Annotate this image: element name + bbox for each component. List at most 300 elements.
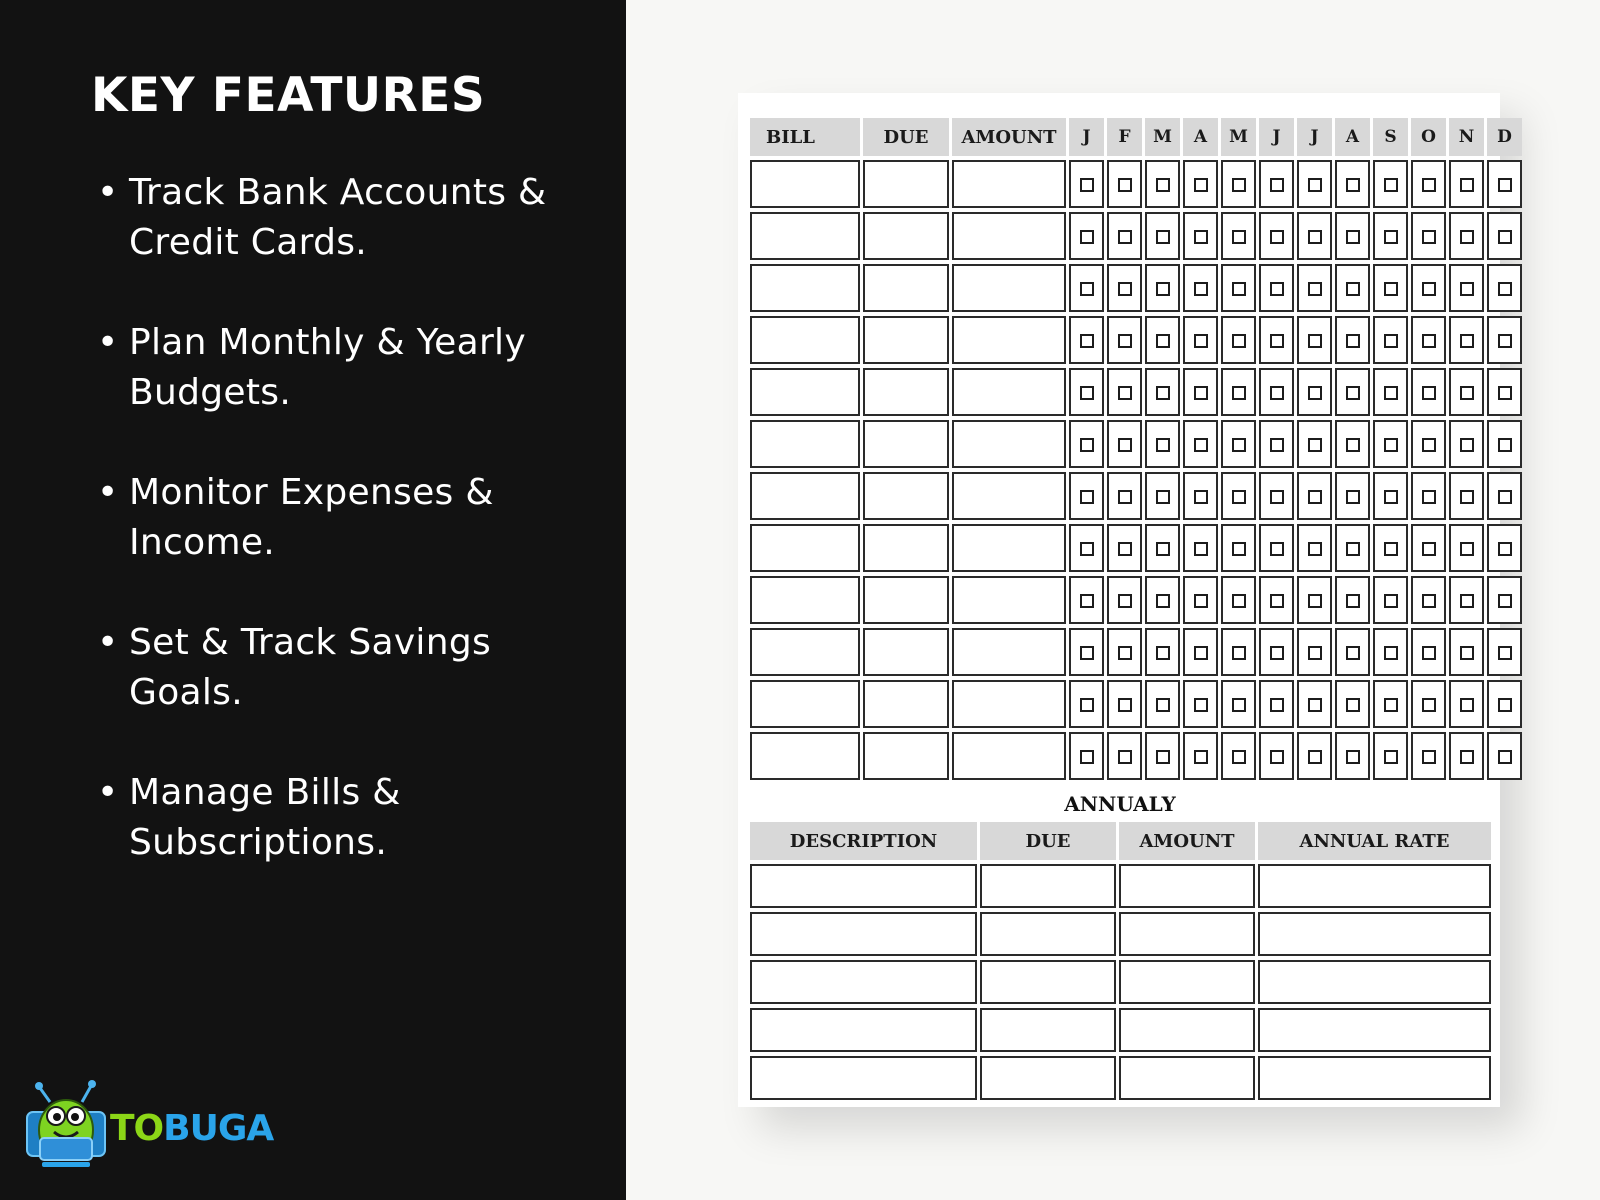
checkbox-icon [1232,698,1246,712]
month-cell [1487,264,1522,312]
table-row [750,472,1522,520]
month-cell [1335,576,1370,624]
month-cell [1145,420,1180,468]
month-cell [1449,732,1484,780]
month-cell [1373,472,1408,520]
month-header: A [1335,118,1370,156]
table-row [750,960,1491,1004]
entry-cell [952,212,1066,260]
month-cell [1183,212,1218,260]
month-cell [1069,160,1104,208]
entry-cell [750,264,860,312]
bills-body [750,160,1522,780]
left-panel [0,0,626,1200]
bills-header-row [750,118,1522,156]
entry-cell [1258,1056,1491,1100]
month-header: F [1107,118,1142,156]
month-cell [1373,212,1408,260]
month-cell [1411,316,1446,364]
checkbox-icon [1232,282,1246,296]
checkbox-icon [1460,282,1474,296]
month-cell [1411,524,1446,572]
checkbox-icon [1194,646,1208,660]
month-cell [1069,368,1104,416]
month-header: J [1297,118,1332,156]
checkbox-icon [1194,386,1208,400]
month-cell [1411,732,1446,780]
month-cell [1221,160,1256,208]
entry-cell [1258,1008,1491,1052]
month-cell [1449,680,1484,728]
month-cell [1183,732,1218,780]
feature-item [95,318,575,418]
checkbox-icon [1194,750,1208,764]
checkbox-icon [1346,282,1360,296]
checkbox-icon [1156,282,1170,296]
month-cell [1487,680,1522,728]
checkbox-icon [1194,542,1208,556]
month-cell [1373,732,1408,780]
checkbox-icon [1118,750,1132,764]
month-cell [1411,420,1446,468]
month-cell [1373,420,1408,468]
feature-text: Set & Track Savings Goals. [129,622,492,713]
bullet-icon: • [97,622,119,663]
month-cell [1183,264,1218,312]
entry-cell [952,628,1066,676]
month-cell [1411,368,1446,416]
checkbox-icon [1460,334,1474,348]
month-cell [1107,524,1142,572]
month-cell [1145,628,1180,676]
month-cell [1107,160,1142,208]
checkbox-icon [1194,438,1208,452]
checkbox-icon [1422,698,1436,712]
month-cell [1069,472,1104,520]
checkbox-icon [1422,178,1436,192]
month-cell [1335,420,1370,468]
entry-cell [750,1056,977,1100]
entry-cell [952,472,1066,520]
month-cell [1145,524,1180,572]
month-cell [1373,524,1408,572]
checkbox-icon [1194,282,1208,296]
month-cell [1449,368,1484,416]
month-cell [1487,316,1522,364]
month-cell [1145,472,1180,520]
month-cell [1221,576,1256,624]
checkbox-icon [1080,282,1094,296]
month-cell [1297,472,1332,520]
month-cell [1069,576,1104,624]
checkbox-icon [1156,334,1170,348]
checkbox-icon [1498,178,1512,192]
checkbox-icon [1460,646,1474,660]
checkbox-icon [1498,698,1512,712]
checkbox-icon [1498,230,1512,244]
month-cell [1221,732,1256,780]
entry-cell [750,680,860,728]
month-cell [1221,680,1256,728]
checkbox-icon [1422,750,1436,764]
checkbox-icon [1308,438,1322,452]
entry-cell [750,960,977,1004]
month-cell [1259,368,1294,416]
checkbox-icon [1156,698,1170,712]
checkbox-icon [1498,594,1512,608]
month-cell [1297,264,1332,312]
entry-cell [952,680,1066,728]
table-row [750,576,1522,624]
bill-tracker-sheet [738,93,1512,1107]
month-cell [1487,212,1522,260]
bug-mascot-icon [24,1072,108,1172]
checkbox-icon [1118,178,1132,192]
month-cell [1487,472,1522,520]
feature-text: Plan Monthly & Yearly Budgets. [129,322,526,413]
month-header: D [1487,118,1522,156]
month-cell [1297,160,1332,208]
checkbox-icon [1080,438,1094,452]
column-header: ANNUAL RATE [1258,822,1491,860]
month-cell [1069,680,1104,728]
month-cell [1069,420,1104,468]
month-cell [1259,732,1294,780]
month-cell [1297,732,1332,780]
month-cell [1221,628,1256,676]
checkbox-icon [1232,594,1246,608]
sheet-content [750,114,1512,1094]
month-cell [1183,576,1218,624]
checkbox-icon [1498,490,1512,504]
month-cell [1259,628,1294,676]
month-cell [1183,472,1218,520]
table-row [750,212,1522,260]
month-cell [1335,472,1370,520]
checkbox-icon [1270,542,1284,556]
month-cell [1335,264,1370,312]
entry-cell [980,1008,1116,1052]
checkbox-icon [1422,282,1436,296]
checkbox-icon [1080,490,1094,504]
month-cell [1183,368,1218,416]
entry-cell [750,212,860,260]
checkbox-icon [1080,334,1094,348]
entry-cell [863,264,949,312]
checkbox-icon [1498,750,1512,764]
checkbox-icon [1460,490,1474,504]
checkbox-icon [1156,230,1170,244]
checkbox-icon [1080,594,1094,608]
checkbox-icon [1118,698,1132,712]
feature-item [95,768,575,868]
month-cell [1335,524,1370,572]
month-cell [1069,628,1104,676]
checkbox-icon [1384,750,1398,764]
checkbox-icon [1308,230,1322,244]
tobuga-logo [24,1072,284,1172]
checkbox-icon [1308,282,1322,296]
checkbox-icon [1232,646,1246,660]
column-header: DUE [863,118,949,156]
entry-cell [750,472,860,520]
month-cell [1487,420,1522,468]
month-cell [1297,368,1332,416]
table-row [750,368,1522,416]
column-header: DESCRIPTION [750,822,977,860]
annual-header-row [750,822,1491,860]
checkbox-icon [1118,230,1132,244]
checkbox-icon [1308,178,1322,192]
month-cell [1221,212,1256,260]
checkbox-icon [1460,386,1474,400]
entry-cell [750,576,860,624]
month-cell [1373,316,1408,364]
month-cell [1487,524,1522,572]
entry-cell [863,576,949,624]
month-cell [1335,732,1370,780]
month-cell [1107,472,1142,520]
month-cell [1259,316,1294,364]
month-cell [1107,628,1142,676]
checkbox-icon [1270,334,1284,348]
bullet-icon: • [97,772,119,813]
month-cell [1183,628,1218,676]
checkbox-icon [1384,594,1398,608]
bullet-icon: • [97,322,119,363]
entry-cell [863,212,949,260]
checkbox-icon [1156,646,1170,660]
checkbox-icon [1232,178,1246,192]
month-cell [1107,576,1142,624]
entry-cell [952,420,1066,468]
checkbox-icon [1270,230,1284,244]
checkbox-icon [1194,230,1208,244]
checkbox-icon [1118,542,1132,556]
checkbox-icon [1270,646,1284,660]
month-cell [1411,264,1446,312]
checkbox-icon [1194,334,1208,348]
month-cell [1259,212,1294,260]
month-cell [1259,576,1294,624]
month-cell [1335,160,1370,208]
month-cell [1373,628,1408,676]
entry-cell [952,316,1066,364]
entry-cell [750,420,860,468]
entry-cell [952,264,1066,312]
checkbox-icon [1384,334,1398,348]
month-cell [1107,368,1142,416]
checkbox-icon [1460,230,1474,244]
entry-cell [750,628,860,676]
table-row [750,628,1522,676]
checkbox-icon [1156,438,1170,452]
checkbox-icon [1270,438,1284,452]
month-cell [1107,212,1142,260]
month-cell [1373,160,1408,208]
entry-cell [750,368,860,416]
month-cell [1373,368,1408,416]
checkbox-icon [1460,542,1474,556]
entry-cell [1258,864,1491,908]
month-cell [1069,524,1104,572]
month-cell [1449,472,1484,520]
entry-cell [952,160,1066,208]
checkbox-icon [1308,750,1322,764]
feature-item [95,618,575,718]
checkbox-icon [1384,490,1398,504]
entry-cell [1258,960,1491,1004]
checkbox-icon [1308,542,1322,556]
checkbox-icon [1118,490,1132,504]
checkbox-icon [1384,438,1398,452]
entry-cell [1119,1056,1255,1100]
checkbox-icon [1232,542,1246,556]
checkbox-icon [1308,594,1322,608]
checkbox-icon [1346,490,1360,504]
table-row [750,1008,1491,1052]
logo-wordmark: TOBUGA [110,1108,274,1149]
entry-cell [863,628,949,676]
month-cell [1411,576,1446,624]
checkbox-icon [1156,178,1170,192]
monthly-bills-table [747,114,1525,784]
entry-cell [750,1008,977,1052]
month-cell [1259,524,1294,572]
checkbox-icon [1270,178,1284,192]
key-features-heading: KEY FEATURES [91,68,486,123]
column-header: BILL [750,118,860,156]
entry-cell [863,368,949,416]
month-cell [1411,628,1446,676]
month-cell [1183,524,1218,572]
month-cell [1069,732,1104,780]
checkbox-icon [1270,490,1284,504]
checkbox-icon [1422,438,1436,452]
checkbox-icon [1498,386,1512,400]
checkbox-icon [1194,178,1208,192]
entry-cell [1119,960,1255,1004]
entry-cell [863,732,949,780]
month-cell [1145,264,1180,312]
checkbox-icon [1118,334,1132,348]
checkbox-icon [1384,230,1398,244]
checkbox-icon [1270,386,1284,400]
checkbox-icon [1460,178,1474,192]
month-cell [1107,680,1142,728]
entry-cell [863,472,949,520]
checkbox-icon [1384,698,1398,712]
table-row [750,264,1522,312]
entry-cell [750,316,860,364]
month-cell [1449,420,1484,468]
entry-cell [750,524,860,572]
month-cell [1411,160,1446,208]
checkbox-icon [1270,698,1284,712]
month-header: M [1221,118,1256,156]
month-header: A [1183,118,1218,156]
checkbox-icon [1118,386,1132,400]
table-row [750,680,1522,728]
month-cell [1145,160,1180,208]
table-row [750,1056,1491,1100]
column-header: DUE [980,822,1116,860]
month-cell [1487,732,1522,780]
month-cell [1335,212,1370,260]
month-cell [1221,472,1256,520]
checkbox-icon [1156,490,1170,504]
checkbox-icon [1346,594,1360,608]
checkbox-icon [1080,542,1094,556]
checkbox-icon [1194,490,1208,504]
checkbox-icon [1346,698,1360,712]
month-cell [1183,316,1218,364]
checkbox-icon [1118,282,1132,296]
month-cell [1259,160,1294,208]
checkbox-icon [1308,646,1322,660]
month-cell [1335,680,1370,728]
checkbox-icon [1156,542,1170,556]
entry-cell [980,864,1116,908]
checkbox-icon [1270,594,1284,608]
month-cell [1107,732,1142,780]
entry-cell [952,524,1066,572]
month-cell [1221,420,1256,468]
checkbox-icon [1232,334,1246,348]
checkbox-icon [1346,334,1360,348]
checkbox-icon [1498,646,1512,660]
checkbox-icon [1270,282,1284,296]
entry-cell [750,912,977,956]
month-cell [1297,316,1332,364]
checkbox-icon [1156,386,1170,400]
checkbox-icon [1422,386,1436,400]
checkbox-icon [1460,594,1474,608]
month-cell [1297,524,1332,572]
checkbox-icon [1270,750,1284,764]
month-cell [1449,264,1484,312]
checkbox-icon [1346,386,1360,400]
entry-cell [863,524,949,572]
entry-cell [980,912,1116,956]
month-cell [1373,576,1408,624]
checkbox-icon [1080,178,1094,192]
month-header: J [1259,118,1294,156]
month-header: M [1145,118,1180,156]
checkbox-icon [1194,698,1208,712]
checkbox-icon [1422,646,1436,660]
checkbox-icon [1384,646,1398,660]
checkbox-icon [1384,282,1398,296]
entry-cell [1258,912,1491,956]
checkbox-icon [1460,438,1474,452]
checkbox-icon [1232,750,1246,764]
month-cell [1449,212,1484,260]
checkbox-icon [1422,594,1436,608]
feature-item [95,468,575,568]
features-list [95,168,575,918]
checkbox-icon [1080,230,1094,244]
month-cell [1297,576,1332,624]
entry-cell [863,316,949,364]
month-cell [1373,680,1408,728]
checkbox-icon [1422,334,1436,348]
month-cell [1221,368,1256,416]
month-cell [1373,264,1408,312]
month-cell [1221,316,1256,364]
checkbox-icon [1460,698,1474,712]
month-cell [1487,368,1522,416]
